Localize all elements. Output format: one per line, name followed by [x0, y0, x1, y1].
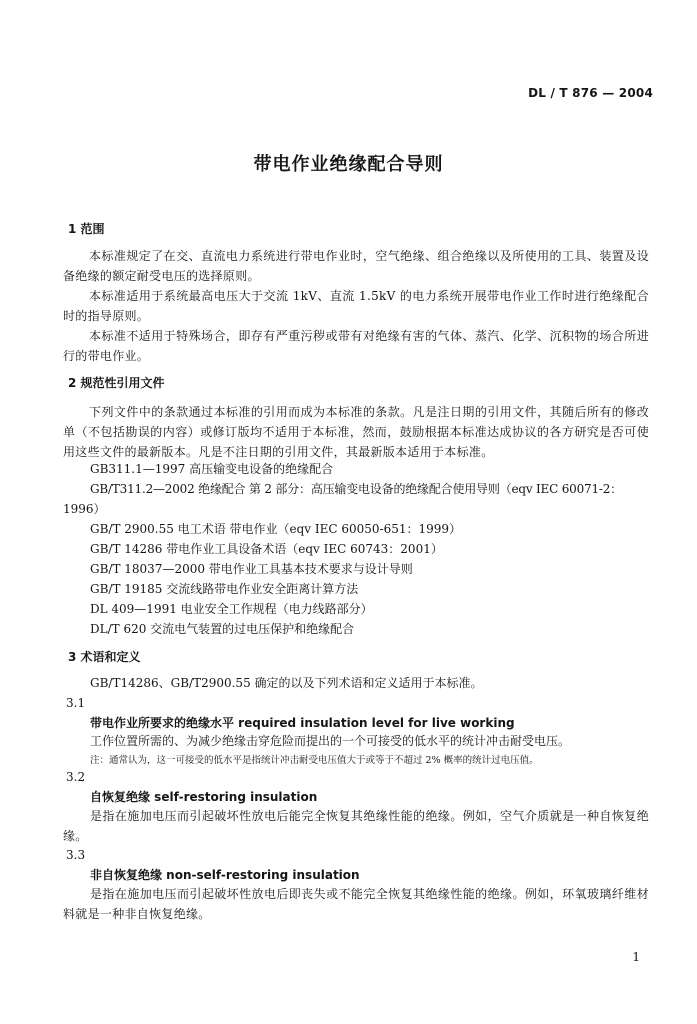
term-title: 自恢复绝缘 self-restoring insulation [90, 790, 318, 804]
section-3-intro: GB/T14286、GB/T2900.55 确定的以及下列术语和定义适用于本标准。 [90, 676, 483, 690]
reference-item: 1996） [63, 502, 106, 516]
section-1-para-1: 本标准规定了在交、直流电力系统进行带电作业时，空气绝缘、组合绝缘以及所使用的工具、装置及设备绝缘的额定耐受电压的选择原则。 [63, 249, 649, 283]
reference-item: DL/T 620 交流电气装置的过电压保护和绝缘配合 [90, 622, 355, 636]
term-definition: 是指在施加电压而引起破坏性放电后即丧失或不能完全恢复其绝缘性能的绝缘。例如，环氧玻璃纤维材料就是一种非自恢复绝缘。 [63, 887, 649, 921]
reference-item: GB/T 14286 带电作业工具设备术语（eqv IEC 60743：2001） [90, 542, 443, 556]
section-1-para-3: 本标准不适用于特殊场合，即存有严重污秽或带有对绝缘有害的气体、蒸汽、化学、沉积物的场合所进行的带电作业。 [63, 329, 649, 363]
reference-item: GB311.1—1997 高压输变电设备的绝缘配合 [90, 462, 334, 476]
document-title: 带电作业绝缘配合导则 [253, 154, 444, 175]
section-1-heading: 1 范围 [68, 222, 105, 236]
section-2-heading: 2 规范性引用文件 [68, 376, 165, 390]
clause-number: 3.1 [66, 696, 86, 710]
section-3-heading: 3 术语和定义 [68, 650, 141, 664]
term-note: 注：通常认为，这一可接受的低水平是指统计冲击耐受电压值大于或等于不超过 2% 概率的统计过电压值。 [90, 755, 539, 766]
document-code: DL / T 876 — 2004 [528, 86, 653, 100]
clause-number: 3.3 [66, 848, 86, 862]
section-2-intro: 下列文件中的条款通过本标准的引用而成为本标准的条款。凡是注日期的引用文件，其随后所有的修改单（不包括勘误的内容）或修订版均不适用于本标准，然而，鼓励根据本标准达成协议的各方研究是否可使用这些文件的最新版本。凡是不注日期的引用文件，其最新版本适用于本标准。 [63, 405, 649, 459]
section-1-para-2: 本标准适用于系统最高电压大于交流 1kV、直流 1.5kV 的电力系统开展带电作业工作时进行绝缘配合时的指导原则。 [63, 289, 649, 323]
term-title: 带电作业所要求的绝缘水平 required insulation level for live working [90, 716, 515, 730]
reference-item: DL 409—1991 电业安全工作规程（电力线路部分） [90, 602, 373, 616]
page-number: 1 [632, 950, 640, 964]
reference-item: GB/T 18037—2000 带电作业工具基本技术要求与设计导则 [90, 562, 413, 576]
term-definition: 是指在施加电压而引起破坏性放电后能完全恢复其绝缘性能的绝缘。例如，空气介质就是一种自恢复绝缘。 [63, 809, 649, 843]
clause-number: 3.2 [66, 770, 86, 784]
reference-item: GB/T 19185 交流线路带电作业安全距离计算方法 [90, 582, 359, 596]
term-definition: 工作位置所需的、为减少绝缘击穿危险而提出的一个可接受的低水平的统计冲击耐受电压。 [90, 734, 571, 748]
term-title: 非自恢复绝缘 non-self-restoring insulation [90, 868, 360, 882]
reference-item: GB/T 2900.55 电工术语 带电作业（eqv IEC 60050-651：1999） [90, 522, 462, 536]
reference-item: GB/T311.2—2002 绝缘配合 第 2 部分：高压输变电设备的绝缘配合使用导则（eqv IEC 60071-2： [90, 482, 622, 496]
